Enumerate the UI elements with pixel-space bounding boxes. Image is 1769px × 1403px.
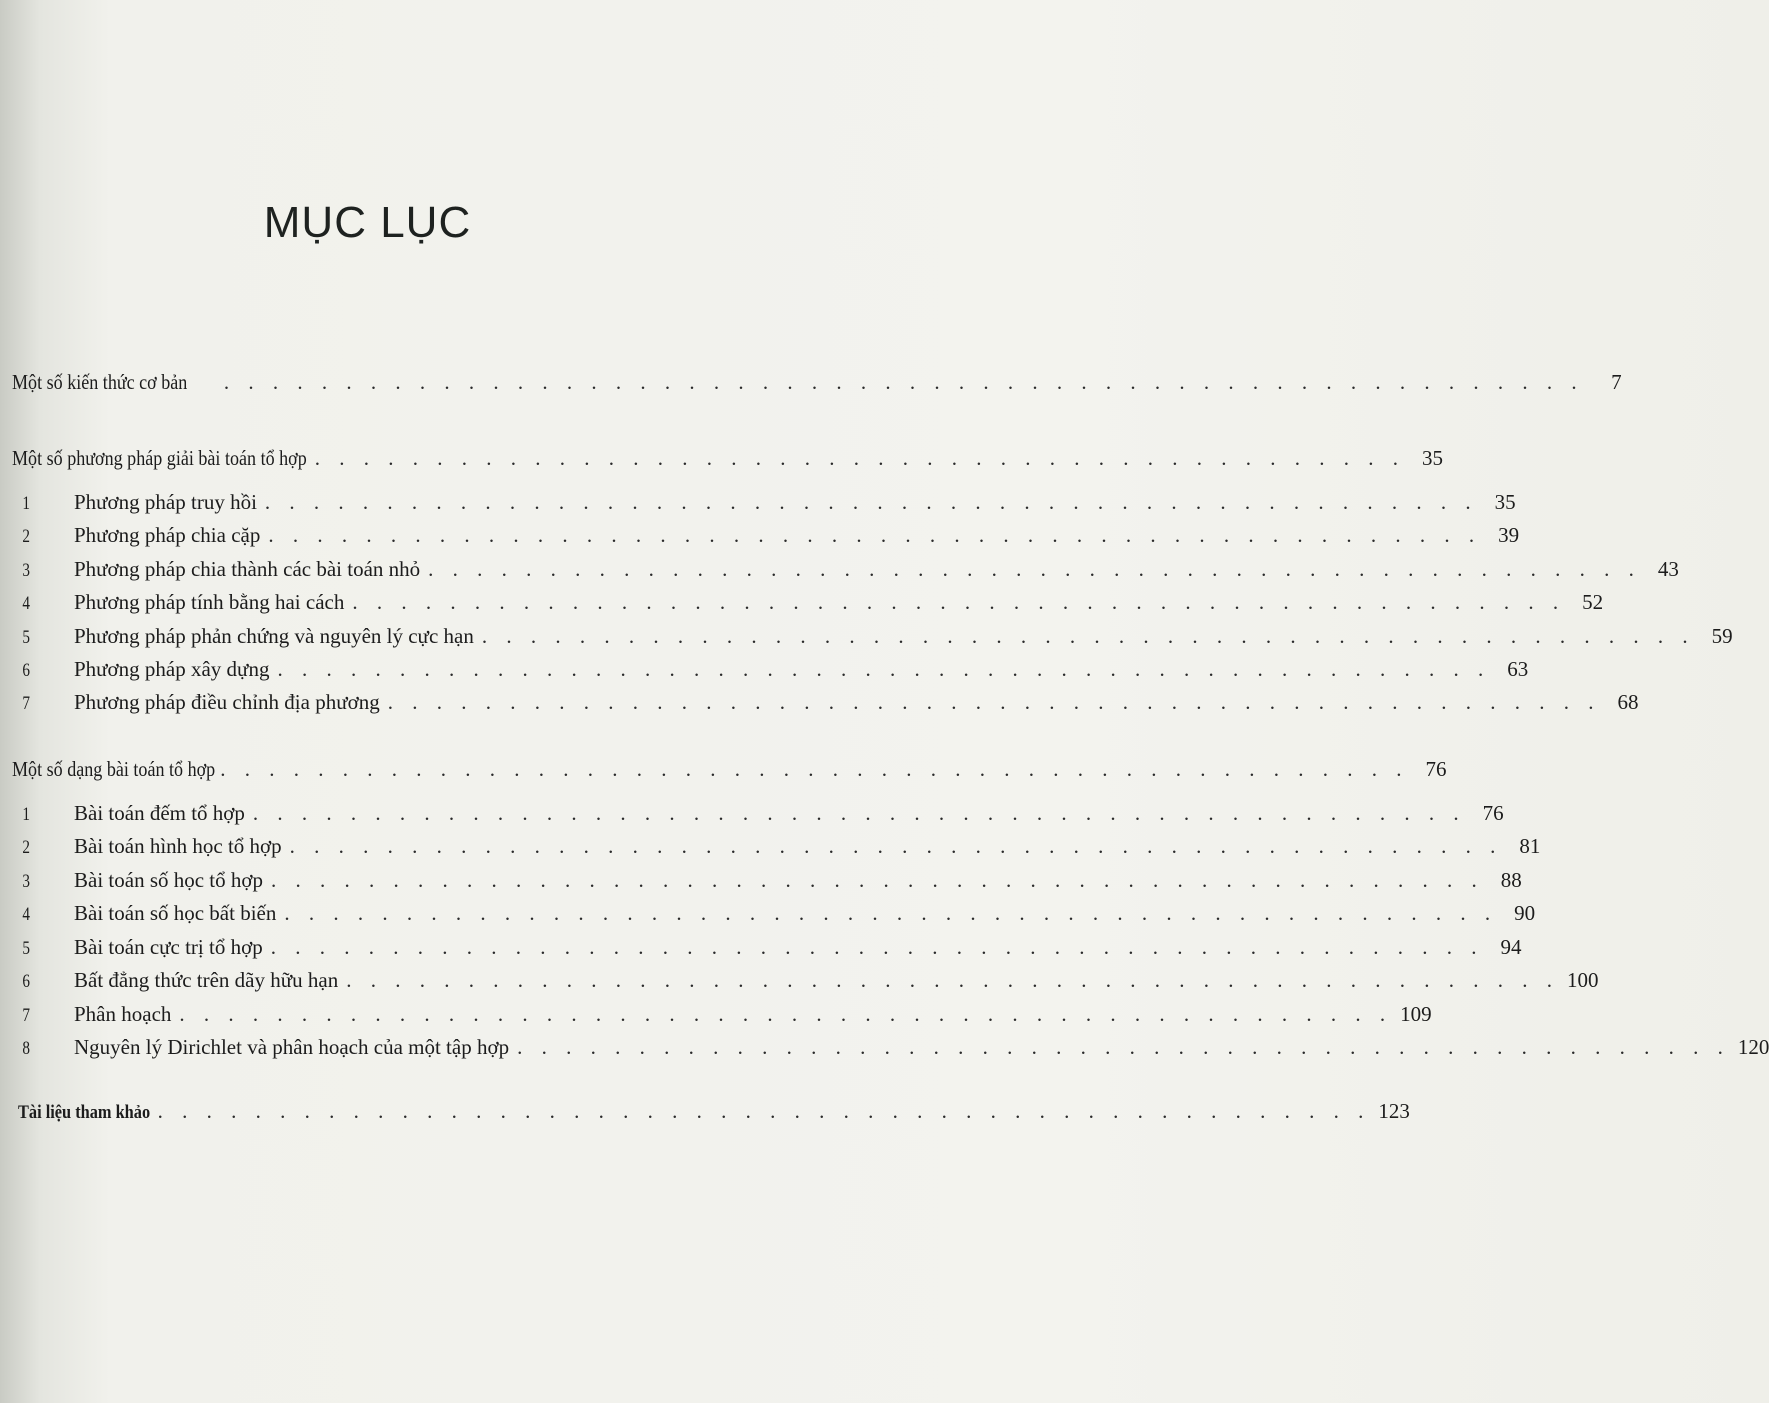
toc-leader: . . . . . . . . . . . . . . . . . . . . . . . . . . . . . . . . . . . . . . . . . . . . . . . . . . [517,1035,1730,1059]
toc-section-label: Phân hoạch [74,1002,172,1026]
toc-section-number: 6 [22,660,30,681]
toc-page-number: 39 [1498,523,1520,547]
toc-leader: . . . . . . . . . . . . . . . . . . . . . . . . . . . . . . . . . . . . . . . . . . . . . . . . . . [270,935,1484,959]
toc-section-label: Bài toán hình học tổ hợp [74,834,282,858]
toc-section-label: Bài toán cực trị tổ hợp [74,935,263,959]
toc-page-number: 94 [1500,935,1522,959]
toc-section-number: 2 [22,837,30,858]
toc-page-number: 88 [1500,868,1522,892]
toc-section [0,834,1541,859]
toc-leader: . . . . . . . . . . . . . . . . . . . . . . . . . . . . . . . . . . . . . . . . . . . . . . . . . . [284,901,1498,925]
toc-chapter-3 [12,757,1447,782]
toc-section [0,657,1529,682]
toc-section [0,690,1639,715]
toc-section [0,935,1522,960]
toc-section-label: Phương pháp chia cặp [74,523,261,547]
toc-page-number: 76 [1482,801,1504,825]
toc-section [0,490,1516,515]
toc-page-number: 35 [1494,490,1516,514]
toc-section-number: 1 [22,493,30,514]
toc-chapter-label: Một số dạng bài toán tổ hợp [12,757,216,781]
toc-section-number: 7 [22,693,30,714]
toc-page-number: 59 [1711,624,1733,648]
toc-page-number: 63 [1507,657,1529,681]
toc-chapter-label: Tài liệu tham khảo [18,1102,151,1123]
toc-leader: . . . . . . . . . . . . . . . . . . . . . . . . . . . . . . . . . . . . . . . . . . . . . [314,446,1405,470]
toc-references [18,1099,1410,1124]
toc-page-number: 123 [1378,1099,1410,1123]
toc-section-label: Bài toán số học bất biến [74,901,277,925]
toc-section [0,901,1536,926]
toc-leader: . . . . . . . . . . . . . . . . . . . . . . . . . . . . . . . . . . . . . . . . . . . . . . . . . . [179,1002,1393,1026]
toc-section-number: 4 [22,593,30,614]
toc-section-label: Bài toán đếm tổ hợp [74,801,245,825]
toc-page-number: 100 [1566,968,1599,992]
toc-section [0,523,1520,548]
toc-leader: . . . . . . . . . . . . . . . . . . . . . . . . . . . . . . . . . . . . . . . . . . . . . . . . . . [157,1099,1371,1123]
toc-chapter-2 [12,446,1443,471]
toc-leader: . . . . . . . . . . . . . . . . . . . . . . . . . . . . . . . . . . . . . . . . . . . . . . . . . . [271,868,1484,892]
toc-section-label: Phương pháp xây dựng [74,657,270,681]
toc-section [0,590,1604,615]
toc-section-label: Phương pháp truy hồi [74,490,257,514]
toc-section-number: 6 [22,971,30,992]
toc-page-number: 35 [1421,446,1443,470]
toc-page-number: 81 [1519,834,1541,858]
toc-section-label: Phương pháp tính bằng hai cách [74,590,345,614]
toc-leader: . . . . . . . . . . . . . . . . . . . . . . . . . . . . . . . . . . . . . . . . . . . . . . . . . . [277,657,1491,681]
toc-section-label: Phương pháp phản chứng và nguyên lý cực hạn [74,624,474,648]
toc-section-number: 7 [22,1005,30,1026]
toc-chapter-label: Một số kiến thức cơ bản [12,370,188,394]
toc-leader: . . . . . . . . . . . . . . . . . . . . . . . . . . . . . . . . . . . . . . . . . . . . . . . . . . [252,801,1466,825]
toc-leader: . . . . . . . . . . . . . . . . . . . . . . . . . . . . . . . . . . . . . . . . . . . . . . . . . . [289,834,1503,858]
toc-section-number: 2 [22,526,30,547]
toc-leader: . . . . . . . . . . . . . . . . . . . . . . . . . . . . . . . . . . . . . . . . . . . . . . . . . [220,757,1409,781]
toc-section-label: Nguyên lý Dirichlet và phân hoạch của một tập hợp [74,1035,510,1059]
toc-leader: . . . . . . . . . . . . . . . . . . . . . . . . . . . . . . . . . . . . . . . . . . . . . . . . . . [481,624,1695,648]
toc-leader: . . . . . . . . . . . . . . . . . . . . . . . . . . . . . . . . . . . . . . . . . . . . . . . . . . [387,690,1601,714]
toc-chapter-label: Một số phương pháp giải bài toán tổ hợp [12,446,307,470]
toc-section-number: 5 [22,627,30,648]
toc-section [0,624,1733,649]
toc-section-label: Bài toán số học tổ hợp [74,868,263,892]
toc-section-number: 4 [22,904,30,925]
toc-section [0,801,1504,826]
toc-section-label: Bất đẳng thức trên dãy hữu hạn [74,968,339,992]
toc-leader: . . . . . . . . . . . . . . . . . . . . . . . . . . . . . . . . . . . . . . . . . . . . . . . . . . [352,590,1566,614]
page-title: MỤC LỤC [263,198,472,247]
toc-section-label: Phương pháp điều chỉnh địa phương [74,690,380,714]
toc-leader: . . . . . . . . . . . . . . . . . . . . . . . . . . . . . . . . . . . . . . . . . . . . . . . . . . [264,490,1478,514]
toc-section-number: 3 [22,871,30,892]
toc-page-number: 52 [1582,590,1604,614]
toc-page-number: 76 [1425,757,1447,781]
toc-page-number: 7 [1611,370,1622,394]
toc-section-number: 1 [22,804,30,825]
toc-leader: . . . . . . . . . . . . . . . . . . . . . . . . . . . . . . . . . . . . . . . . . . . . . . . . . . . . . . . . [223,370,1584,394]
toc-section [0,968,1599,993]
toc-leader: . . . . . . . . . . . . . . . . . . . . . . . . . . . . . . . . . . . . . . . . . . . . . . . . . . [268,523,1482,547]
toc-section [0,868,1522,893]
toc-leader: . . . . . . . . . . . . . . . . . . . . . . . . . . . . . . . . . . . . . . . . . . . . . . . . . . [346,968,1559,992]
toc-section [0,557,1679,582]
toc-section-number: 5 [22,938,30,959]
toc-page-number: 68 [1617,690,1639,714]
toc-page-number: 120 [1737,1035,1769,1059]
toc-section [0,1035,1769,1060]
toc-page-number: 109 [1400,1002,1432,1026]
toc-section-label: Phương pháp chia thành các bài toán nhỏ [74,557,421,581]
toc-section-number: 3 [22,560,30,581]
toc-leader: . . . . . . . . . . . . . . . . . . . . . . . . . . . . . . . . . . . . . . . . . . . . . . . . . . [428,557,1641,581]
toc-section-number: 8 [22,1038,30,1059]
toc-page-number: 90 [1514,901,1536,925]
toc-section [0,1002,1432,1027]
toc-chapter-1 [12,370,1622,395]
toc-page-number: 43 [1657,557,1679,581]
